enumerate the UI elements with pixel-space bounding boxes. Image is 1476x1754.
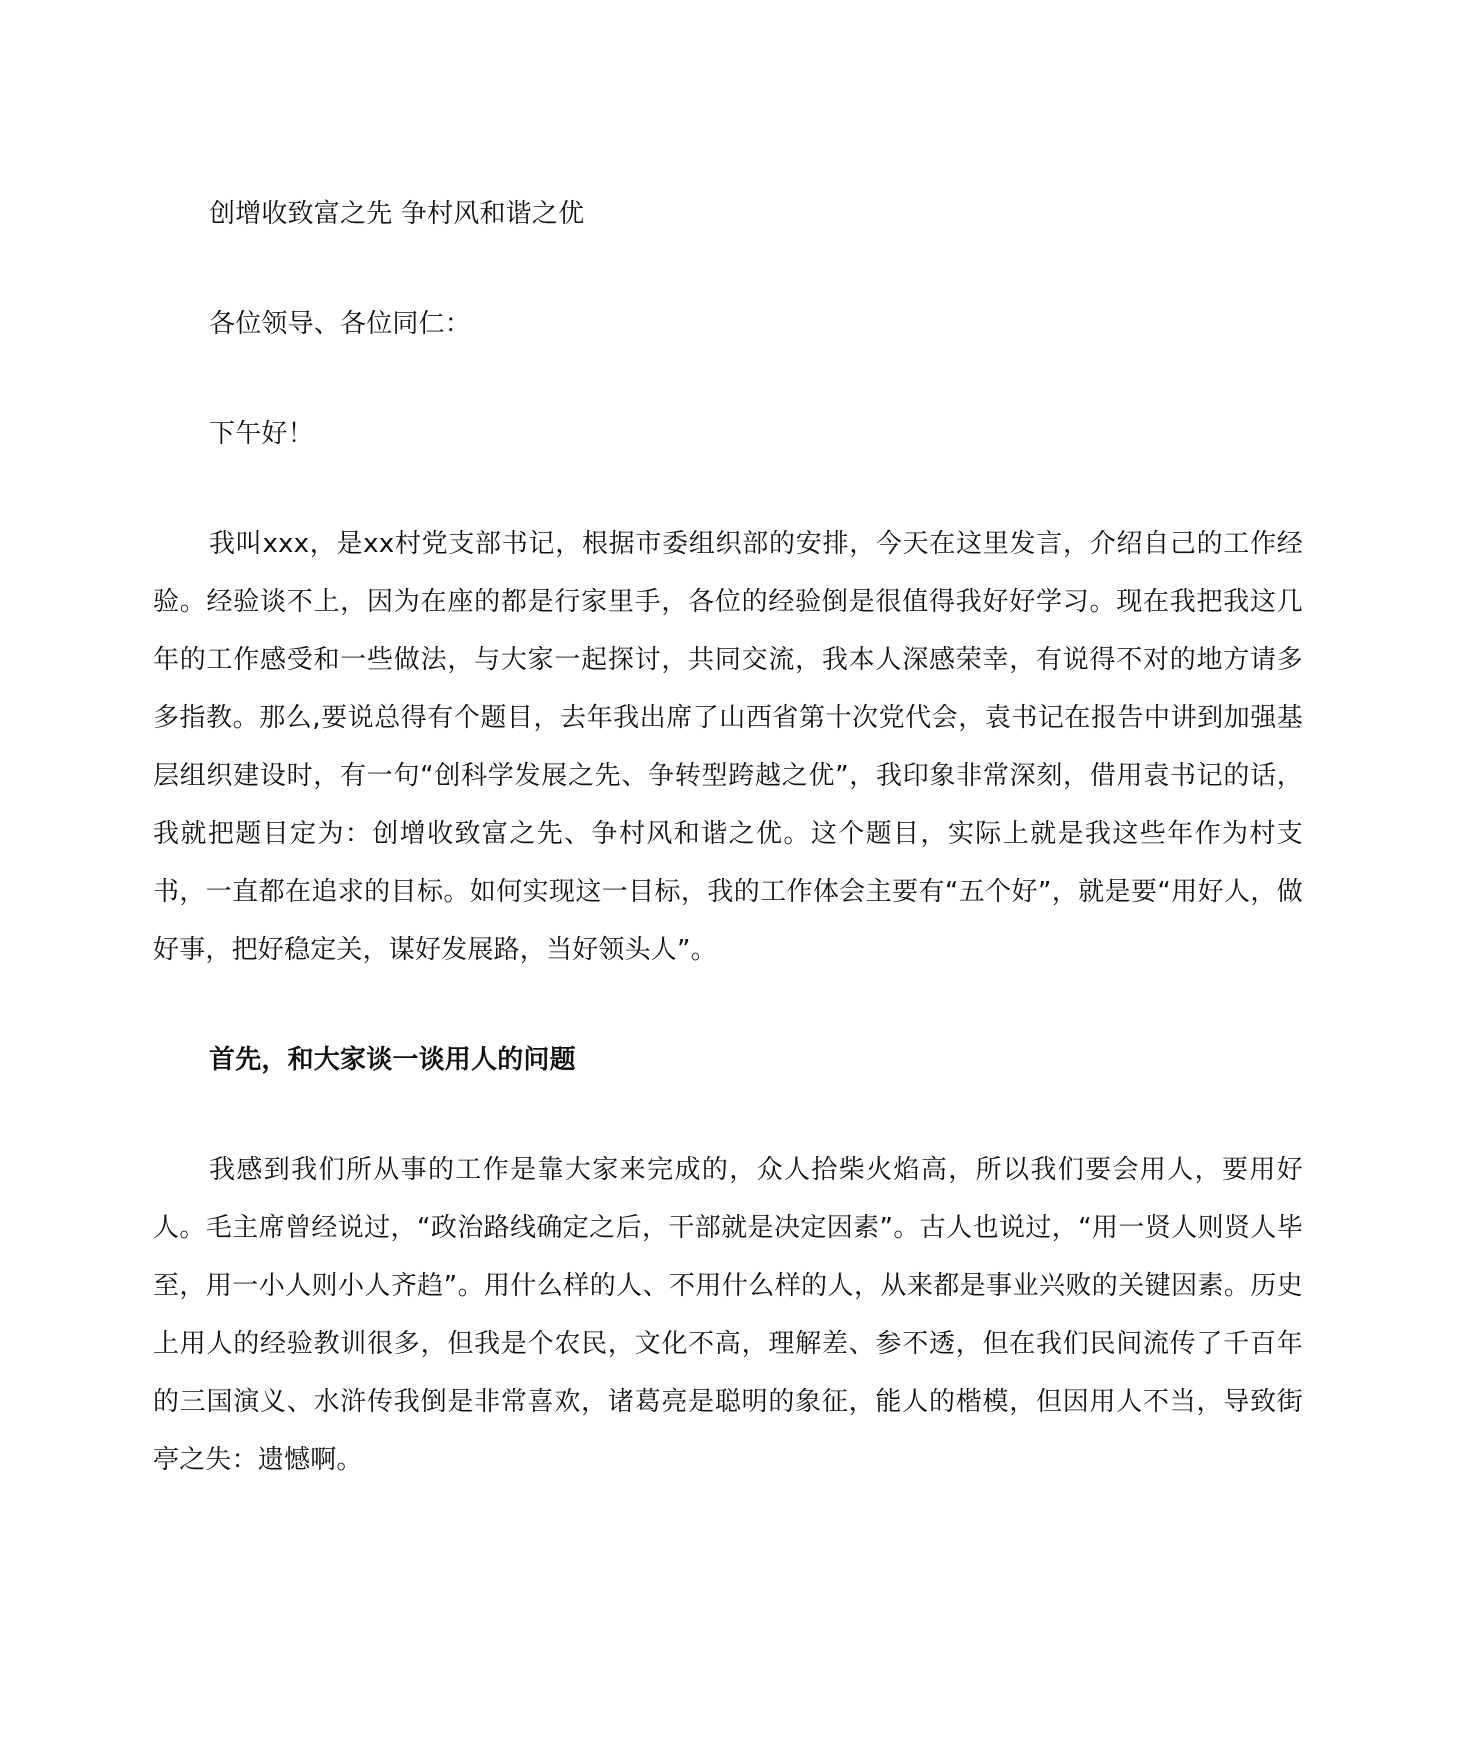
greeting: 下午好！ xyxy=(209,419,314,449)
document-body xyxy=(153,185,1303,1489)
paragraph-introduction: 我叫xxx，是xx村党支部书记，根据市委组织部的安排，今天在这里发言，介绍自己的工作经验。经验谈不上，因为在座的都是行家里手，各位的经验倒是很值得我好好学习。现在我把我这几年的工作感受和一些做法，与大家一起探讨，共同交流，我本人深感荣幸，有说得不对的地方请多多指教。那么,要说总得有个题目，去年我出席了山西省第十次党代会，袁书记在报告中讲到加强基层组织建设时，有一句“创科学发展之先、争转型跨越之优”，我印象非常深刻，借用袁书记的话，我就把题目定为：创增收致富之先、争村风和谐之优。这个题目，实际上就是我这些年作为村支书，一直都在追求的目标。如何实现这一目标，我的工作体会主要有“五个好”，就是要“用好人，做好事，把好稳定关，谋好发展路，当好领头人”。 xyxy=(153,529,1303,965)
salutation: 各位领导、各位同仁： xyxy=(209,309,472,339)
paragraph-employment: 我感到我们所从事的工作是靠大家来完成的，众人拾柴火焰高，所以我们要会用人，要用好人。毛主席曾经说过，“政治路线确定之后，干部就是决定因素”。古人也说过，“用一贤人则贤人毕至，用一小人则小人齐趋”。用什么样的人、不用什么样的人，从来都是事业兴败的关键因素。历史上用人的经验教训很多，但我是个农民，文化不高，理解差、参不透，但在我们民间流传了千百年的三国演义、水浒传我倒是非常喜欢，诸葛亮是聪明的象征，能人的楷模，但因用人不当，导致街亭之失：遗憾啊。 xyxy=(153,1155,1303,1475)
section-heading: 首先，和大家谈一谈用人的问题 xyxy=(209,1045,576,1075)
document-title: 创增收致富之先 争村风和谐之优 xyxy=(209,199,585,229)
